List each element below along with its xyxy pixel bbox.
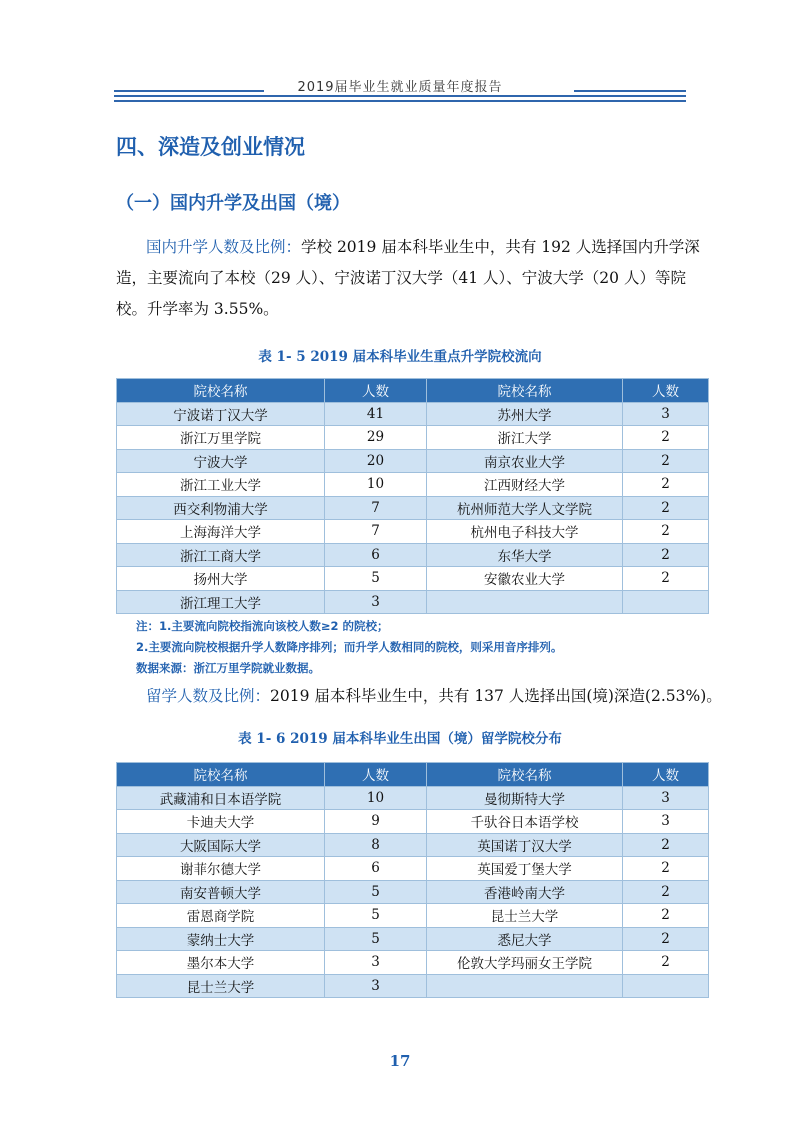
table-header-row: [117, 379, 709, 403]
school-name-cell: 卡迪夫大学: [117, 810, 325, 834]
count-cell: 41: [325, 402, 427, 426]
school-name-cell: [427, 590, 623, 614]
school-name-cell: 宁波诺丁汉大学: [117, 402, 325, 426]
page-number: 17: [389, 1052, 411, 1070]
table-row: [117, 974, 709, 998]
table-row: [117, 951, 709, 975]
section-title: 四、深造及创业情况: [116, 135, 305, 159]
table-row: [117, 520, 709, 544]
table-row: [117, 496, 709, 520]
school-name-cell: 浙江理工大学: [117, 590, 325, 614]
header-count: 人数: [325, 379, 427, 403]
header-school-name: 院校名称: [117, 763, 325, 787]
count-cell: [623, 974, 709, 998]
domestic-study-table: [116, 378, 709, 614]
table-row: [117, 857, 709, 881]
table2-caption: 表 1- 6 2019 届本科毕业生出国（境）留学院校分布: [238, 731, 562, 747]
table-row: [117, 880, 709, 904]
table-row: [117, 426, 709, 450]
table-row: [117, 810, 709, 834]
table-row: [117, 590, 709, 614]
paragraph-line-1: 国内升学人数及比例：学校 2019 届本科毕业生中，共有 192 人选择国内升学深: [146, 238, 700, 256]
school-name-cell: 雷恩商学院: [117, 904, 325, 928]
subsection-title: （一）国内升学及出国（境）: [116, 193, 350, 214]
school-name-cell: 苏州大学: [427, 402, 623, 426]
count-cell: 3: [325, 974, 427, 998]
school-name-cell: 南京农业大学: [427, 449, 623, 473]
table-header-row: [117, 763, 709, 787]
header-count: 人数: [325, 763, 427, 787]
count-cell: 2: [623, 880, 709, 904]
header-school-name: 院校名称: [117, 379, 325, 403]
table-row: [117, 786, 709, 810]
paragraph-line-1: 留学人数及比例：2019 届本科毕业生中，共有 137 人选择出国(境)深造(2.53%)。: [146, 687, 722, 705]
school-name-cell: 东华大学: [427, 543, 623, 567]
paragraph-line-3: 校。升学率为 3.55%。: [116, 300, 279, 318]
count-cell: 29: [325, 426, 427, 450]
paragraph-line-2: 造，主要流向了本校（29 人）、宁波诺丁汉大学（41 人）、宁波大学（20 人）等院: [116, 269, 686, 287]
school-name-cell: 墨尔本大学: [117, 951, 325, 975]
count-cell: 3: [623, 810, 709, 834]
count-cell: [623, 590, 709, 614]
school-name-cell: 武藏浦和日本语学院: [117, 786, 325, 810]
count-cell: 7: [325, 496, 427, 520]
school-name-cell: 曼彻斯特大学: [427, 786, 623, 810]
count-cell: 3: [623, 402, 709, 426]
header-count: 人数: [623, 379, 709, 403]
count-cell: 10: [325, 786, 427, 810]
school-name-cell: 浙江工商大学: [117, 543, 325, 567]
school-name-cell: 西交利物浦大学: [117, 496, 325, 520]
running-header-title: 2019届毕业生就业质量年度报告: [297, 80, 503, 95]
school-name-cell: 南安普顿大学: [117, 880, 325, 904]
count-cell: 5: [325, 567, 427, 591]
school-name-cell: 江西财经大学: [427, 473, 623, 497]
count-cell: 2: [623, 520, 709, 544]
school-name-cell: 杭州师范大学人文学院: [427, 496, 623, 520]
school-name-cell: 浙江万里学院: [117, 426, 325, 450]
header-school-name: 院校名称: [427, 379, 623, 403]
count-cell: 2: [623, 543, 709, 567]
school-name-cell: 蒙纳士大学: [117, 927, 325, 951]
school-name-cell: 昆士兰大学: [427, 904, 623, 928]
count-cell: 5: [325, 904, 427, 928]
school-name-cell: 千驮谷日本语学校: [427, 810, 623, 834]
table-row: [117, 927, 709, 951]
table1-source-note: 数据来源：浙江万里学院就业数据。: [136, 661, 320, 675]
count-cell: 8: [325, 833, 427, 857]
paragraph-lead: 留学人数及比例：: [146, 687, 271, 705]
school-name-cell: 宁波大学: [117, 449, 325, 473]
school-name-cell: 浙江大学: [427, 426, 623, 450]
overseas-study-paragraph: [116, 681, 722, 712]
table1-note-1: 注：1.主要流向院校指流向该校人数≥2 的院校；: [136, 619, 389, 633]
school-name-cell: 悉尼大学: [427, 927, 623, 951]
overseas-study-table: [116, 762, 709, 998]
count-cell: 2: [623, 904, 709, 928]
count-cell: 3: [623, 786, 709, 810]
table-row: [117, 833, 709, 857]
count-cell: 2: [623, 857, 709, 881]
count-cell: 6: [325, 543, 427, 567]
count-cell: 6: [325, 857, 427, 881]
count-cell: 7: [325, 520, 427, 544]
count-cell: 2: [623, 951, 709, 975]
header-count: 人数: [623, 763, 709, 787]
school-name-cell: 杭州电子科技大学: [427, 520, 623, 544]
count-cell: 5: [325, 927, 427, 951]
school-name-cell: [427, 974, 623, 998]
school-name-cell: 英国爱丁堡大学: [427, 857, 623, 881]
paragraph-lead: 国内升学人数及比例：: [146, 238, 302, 256]
school-name-cell: 昆士兰大学: [117, 974, 325, 998]
school-name-cell: 上海海洋大学: [117, 520, 325, 544]
school-name-cell: 伦敦大学玛丽女王学院: [427, 951, 623, 975]
count-cell: 2: [623, 473, 709, 497]
count-cell: 3: [325, 951, 427, 975]
domestic-study-paragraph: [116, 232, 706, 325]
count-cell: 2: [623, 833, 709, 857]
header-school-name: 院校名称: [427, 763, 623, 787]
table-row: [117, 567, 709, 591]
count-cell: 2: [623, 426, 709, 450]
school-name-cell: 谢菲尔德大学: [117, 857, 325, 881]
count-cell: 20: [325, 449, 427, 473]
table-row: [117, 449, 709, 473]
table-row: [117, 402, 709, 426]
school-name-cell: 安徽农业大学: [427, 567, 623, 591]
count-cell: 2: [623, 567, 709, 591]
school-name-cell: 英国诺丁汉大学: [427, 833, 623, 857]
count-cell: 3: [325, 590, 427, 614]
school-name-cell: 大阪国际大学: [117, 833, 325, 857]
count-cell: 2: [623, 927, 709, 951]
school-name-cell: 浙江工业大学: [117, 473, 325, 497]
count-cell: 2: [623, 496, 709, 520]
header-rule: [114, 88, 686, 102]
count-cell: 10: [325, 473, 427, 497]
table-row: [117, 543, 709, 567]
count-cell: 5: [325, 880, 427, 904]
table1-note-2: 2.主要流向院校根据升学人数降序排列；而升学人数相同的院校，则采用音序排列。: [136, 640, 563, 654]
school-name-cell: 香港岭南大学: [427, 880, 623, 904]
count-cell: 2: [623, 449, 709, 473]
count-cell: 9: [325, 810, 427, 834]
table-row: [117, 904, 709, 928]
table-row: [117, 473, 709, 497]
table1-caption: 表 1- 5 2019 届本科毕业生重点升学院校流向: [258, 349, 542, 365]
school-name-cell: 扬州大学: [117, 567, 325, 591]
